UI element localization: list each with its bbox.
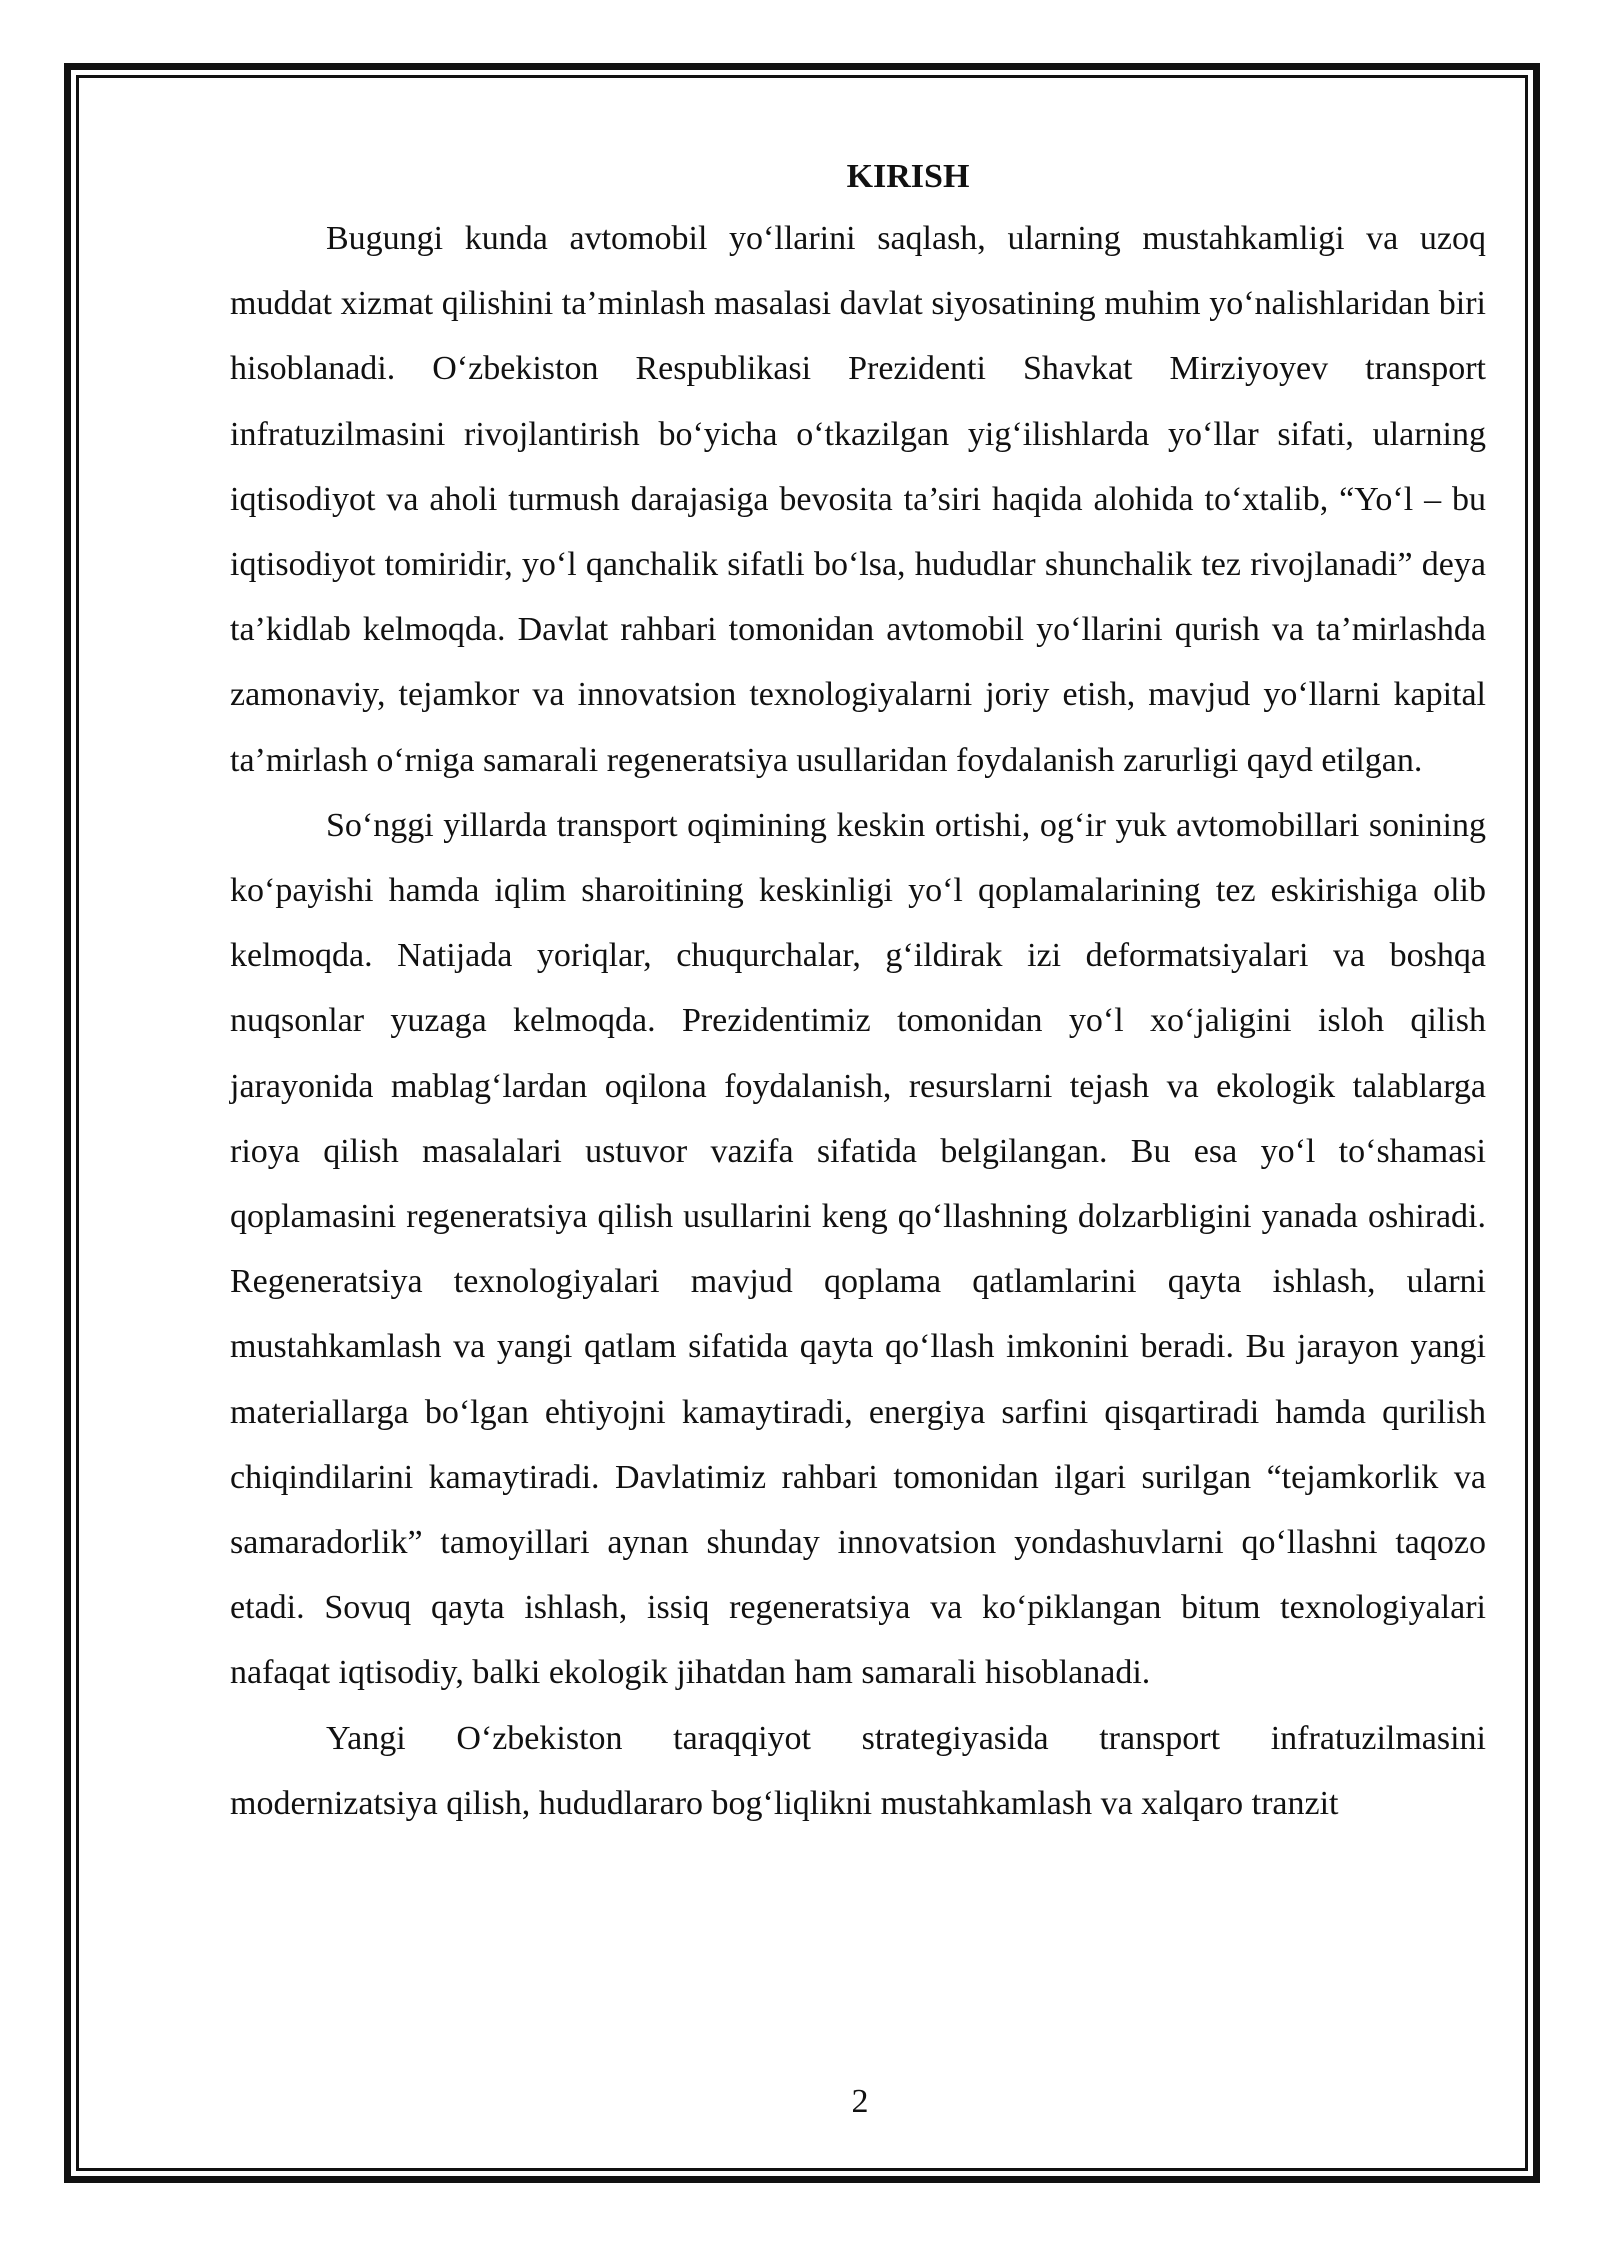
paragraph-1: Bugungi kunda avtomobil yo‘llarini saqlash, ularning mustahkamligi va uzoq muddat xizmat qilishini ta’minlash masalasi davlat siyosatining muhim yo‘nalishlaridan biri hisoblanadi. O‘zbekiston Respublikasi Prezidenti Shavkat Mirziyoyev transport infratuzilmasini rivojlantirish bo‘yicha o‘tkazilgan yig‘ilishlarda yo‘llar sifati, ularning iqtisodiyot va aholi turmush darajasiga bevosita ta’siri haqida alohida to‘xtalib, “Yo‘l – bu iqtisodiyot tomiridir, yo‘l qanchalik sifatli bo‘lsa, hududlar shunchalik tez rivojlanadi” deya ta’kidlab kelmoqda. Davlat rahbari tomonidan avtomobil yo‘llarini qurish va ta’mirlashda zamonaviy, tejamkor va innovatsion texnologiyalarni joriy etish, mavjud yo‘llarni kapital ta’mirlash o‘rniga samarali regeneratsiya usullaridan foydalanish zarurligi qayd etilgan. — [230, 220, 1486, 779]
page-number: 2 — [851, 2083, 869, 2120]
document-body — [230, 148, 1486, 1836]
paragraph-3: Yangi O‘zbekiston taraqqiyot strategiyasida transport infratuzilmasini modernizatsiya qilish, hududlararo bog‘liqlikni mustahkamlash va xalqaro tranzit — [230, 1719, 1486, 1822]
paragraph-2: So‘nggi yillarda transport oqimining keskin ortishi, og‘ir yuk avtomobillari sonining ko‘payishi hamda iqlim sharoitining keskinligi yo‘l qoplamalarining tez eskirishiga olib kelmoqda. Natijada yoriqlar, chuqurchalar, g‘ildirak izi deformatsiyalari va boshqa nuqsonlar yuzaga kelmoqda. Prezidentimiz tomonidan yo‘l xo‘jaligini isloh qilish jarayonida mablag‘lardan oqilona foydalanish, resurslarni tejash va ekologik talablarga rioya qilish masalalari ustuvor vazifa sifatida belgilangan. Bu esa yo‘l to‘shamasi qoplamasini regeneratsiya qilish usullarini keng qo‘llashning dolzarbligini yanada oshiradi. Regeneratsiya texnologiyalari mavjud qoplama qatlamlarini qayta ishlash, ularni mustahkamlash va yangi qatlam sifatida qayta qo‘llash imkonini beradi. Bu jarayon yangi materiallarga bo‘lgan ehtiyojni kamaytiradi, energiya sarfini qisqartiradi hamda qurilish chiqindilarini kamaytiradi. Davlatimiz rahbari tomonidan ilgari surilgan “tejamkorlik va samaradorlik” tamoyillari aynan shunday innovatsion yondashuvlarni qo‘llashni taqozo etadi. Sovuq qayta ishlash, issiq regeneratsiya va ko‘piklangan bitum texnologiyalari nafaqat iqtisodiy, balki ekologik jihatdan ham samarali hisoblanadi. — [230, 806, 1486, 1692]
section-title: KIRISH — [846, 158, 970, 195]
